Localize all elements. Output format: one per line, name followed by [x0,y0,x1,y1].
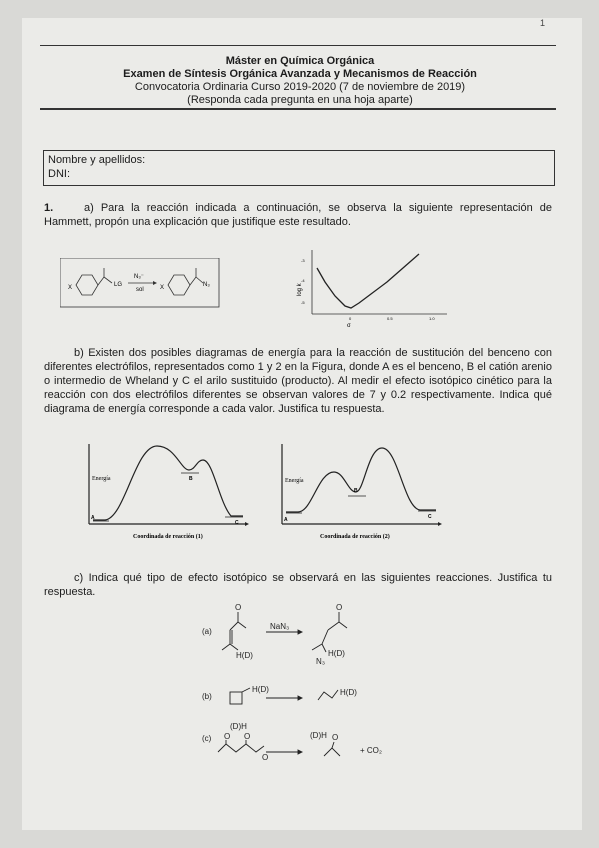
q1c-text: c) Indica qué tipo de efecto isotópico se observará en las siguientes reacciones. Justifica tu respuesta. [44,572,552,598]
header-line-4: (Responda cada pregunta en una hoja aparte) [187,94,413,106]
diagram2-xlabel: Coordinada de reacción (2) [320,534,390,540]
diagram2-ylabel: Energía [285,478,304,484]
hammett-xtick-3: 1.0 [429,316,435,321]
hammett-ytick-2: -4 [301,278,305,283]
reaction-b-label: (b) [202,692,212,701]
diagram1-ylabel: Energía [92,476,111,482]
hammett-plot [295,248,455,328]
reaction-a-hd: H(D) [236,651,253,660]
diagram2-label-a: A [284,517,288,523]
diagram2-label-b: B [354,488,358,494]
scheme-reagent: N₃⁻ [134,274,144,280]
isotope-reactions [200,600,400,770]
q1b-text: b) Existen dos posibles diagramas de energía para la reacción de sustitución del benceno con diferentes electrófilos, representados como 1 y 2 en la Figura, donde A es el benceno, B el catión arenio o intermedio de Wheland y C el arilo sustituido (producto). Al medir el efecto isotópico cinético para la reacción con dos electrófilos diferentes se observan valores de 7 y 0.2 respectivamente. Indica qué diagrama de energía corresponde a cada valor. Justifica tu respuesta. [44,347,552,415]
hammett-ylabel: log k [297,283,303,296]
hammett-xlabel: σ [347,323,351,328]
hammett-ytick-1: -3 [301,258,305,263]
scheme-lg: LG [114,282,123,288]
q1-number: 1. [44,202,54,214]
header-line-1: Máster en Química Orgánica [225,55,375,67]
reaction-c-prod-dh: (D)H [310,731,327,740]
reaction-scheme-a [60,258,220,312]
scheme-x-2: X [160,285,165,291]
reaction-a-reagent: NaN₃ [270,622,290,631]
top-rule [40,45,556,46]
reaction-c-o1: O [224,732,231,741]
scheme-solvent: sol [136,287,144,293]
diagram1-label-c: C [235,520,239,526]
reaction-a-prod-o: O [336,603,343,612]
diagram1-label-b: B [189,476,193,482]
reaction-c-label: (c) [202,734,212,743]
reaction-a-label: (a) [202,627,212,636]
reaction-c-o3: O [262,753,269,762]
header-rule [40,108,556,110]
scheme-x-1: X [68,285,73,291]
reaction-c-prod-o: O [332,733,339,742]
scheme-n3: N₃ [203,282,210,288]
header-line-2: Examen de Síntesis Orgánica Avanzada y Mecanismos de Reacción [123,68,477,80]
header-line-3: Convocatoria Ordinaria Curso 2019-2020 (7 de noviembre de 2019) [134,81,466,93]
reaction-b-hd: H(D) [252,685,269,694]
energy-diagram-2 [278,442,443,542]
hammett-xtick-2: 0.5 [387,316,393,321]
reaction-a-o: O [235,603,242,612]
diagram1-xlabel: Coordinada de reacción (1) [133,534,203,540]
reaction-c-dh: (D)H [230,722,247,731]
reaction-c-co2: + CO₂ [360,746,382,755]
diagram2-label-c: C [428,514,432,520]
reaction-a-prod-n3: N₃ [316,657,326,666]
diagram1-label-a: A [91,515,95,521]
student-box [43,150,555,186]
energy-diagram-1 [85,442,250,542]
reaction-c-o2: O [244,732,251,741]
name-label: Nombre y apellidos: [48,154,146,166]
reaction-a-prod-hd: H(D) [328,649,345,658]
reaction-b-prod-hd: H(D) [340,688,357,697]
page-number: 1 [540,18,546,28]
q1a-text: a) Para la reacción indicada a continuación, se observa la siguiente representación de Hammett, propón una explicación que justifique este resultado. [44,202,552,228]
hammett-ytick-3: -5 [301,300,305,305]
hammett-xtick-1: 0 [349,316,352,321]
dni-label: DNI: [48,168,70,180]
